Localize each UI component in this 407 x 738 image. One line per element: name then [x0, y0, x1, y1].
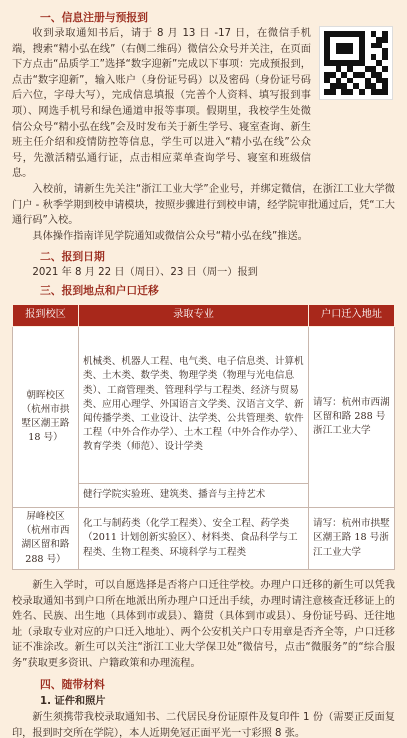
section-title-materials: 四、随带材料 [40, 678, 105, 692]
majors-cell-zhaohui-2: 健行学院实验班、建筑类、播音与主持艺术 [79, 483, 309, 507]
majors-cell-pingfeng: 化工与制药类（化学工程类）、安全工程、药学类（2011 计划创新实验区）、材料类、食品科学与工程类、生物工程类、环境科学与工程类 [79, 507, 309, 569]
qr-code-icon[interactable] [319, 26, 393, 100]
table-header-address: 户口迁入地址 [309, 304, 395, 326]
table-header-campus: 报到校区 [13, 304, 79, 326]
section-title-registration: 一、信息注册与预报到 [40, 11, 148, 24]
registration-paragraph-3: 具体操作指南详见学院通知或微信公众号“精小弘在线”推送。 [32, 230, 308, 242]
campus-cell-pingfeng: 屏峰校区（杭州市西湖区留和路 288 号） [13, 507, 79, 569]
campus-cell-zhaohui: 朝晖校区（杭州市拱墅区潮王路 18 号） [13, 326, 79, 507]
registration-paragraph-1: 收到录取通知书后，请于 8 月 13 日 -17 日，在微信手机端，搜索“精小弘在线”（右侧二维码）微信公众号并关注，在页面下方点击“品质学工”选择“数字迎新”完成以下事项：完成预报到，点击“数字迎新”，输入账户（身份证号码）以及密码（身份证号码后六位，字母大写），完成信息填报（完善个人资料、填写报到事项）、网选手机号和绿色通道申报等事项。假期里，我校学生处微信公众号“精小弘在线”会及时发布关于新生学号、寝室查询、新生班主任介绍和疫情防控等信息，学生可以进入“精小弘在线”公众号，先激活精弘通行证，点击相应菜单查询学号、寝室和班级信息。 [12, 28, 311, 180]
address-cell-zhaohui: 请写：杭州市西湖区留和路 288 号浙江工业大学 [309, 326, 395, 507]
table-header-row [13, 304, 395, 326]
table-row [13, 507, 395, 569]
household-paragraph: 新生入学时，可以自愿选择是否将户口迁往学校。办理户口迁移的新生可以凭我校录取通知书到户口所在地派出所办理户口迁出手续，办理时请注意核查迁移证上的姓名、民族、出生地（具体到市或县）、籍贯（具体到市或县）、身份证号码、迁往地址（录取专业对应的户口迁入地址）、两个公安机关户口专用章是否齐全等，户口迁移证不准涂改。新生可以关注“浙江工业大学保卫处”微信号，点击“微服务”的“综合服务”获取更多资讯、户籍政策和办理流程。 [12, 579, 395, 669]
table-row [13, 326, 395, 483]
section-title-date: 二、报到日期 [40, 250, 105, 264]
materials-paragraph: 新生须携带我校录取通知书、二代居民身份证原件及复印件 1 份（需要正反面复印，报到时交所在学院），本人近期免冠正面平光一寸彩照 8 张。 [12, 712, 395, 738]
campus-table [12, 304, 395, 570]
address-cell-pingfeng: 请写：杭州市拱墅区潮王路 18 号浙江工业大学 [309, 507, 395, 569]
qr-module [382, 89, 388, 95]
qr-code-pattern [324, 31, 388, 95]
majors-cell-zhaohui-1: 机械类、机器人工程、电气类、电子信息类、计算机类、土木类、数学类、物理学类（物理与光电信息类）、工商管理类、管理科学与工程类、经济与贸易类、应用心理学、外国语言文学类、汉语言文学、新闻传播学类、工业设计、法学类、公共管理类、软件工程（中外合作办学）、土木工程（中外合作办学）、教育学类（师范）、设计学类 [79, 326, 309, 483]
table-header-majors: 录取专业 [79, 304, 309, 326]
registration-paragraph-2: 入校前，请新生先关注“浙江工业大学”企业号，并绑定微信，在浙江工业大学微门户 - 秋季学期到校申请模块，按照步骤进行到校申请，经学院审批通过后，凭“工大通行码”入校。 [12, 183, 395, 227]
report-date-text: 2021 年 8 月 22 日（周日）、23 日（周一）报到 [32, 267, 258, 279]
section-registration [12, 10, 395, 244]
section-title-location: 三、报到地点和户口迁移 [40, 283, 159, 297]
materials-subtitle-documents: 1. 证件和照片 [40, 696, 106, 708]
